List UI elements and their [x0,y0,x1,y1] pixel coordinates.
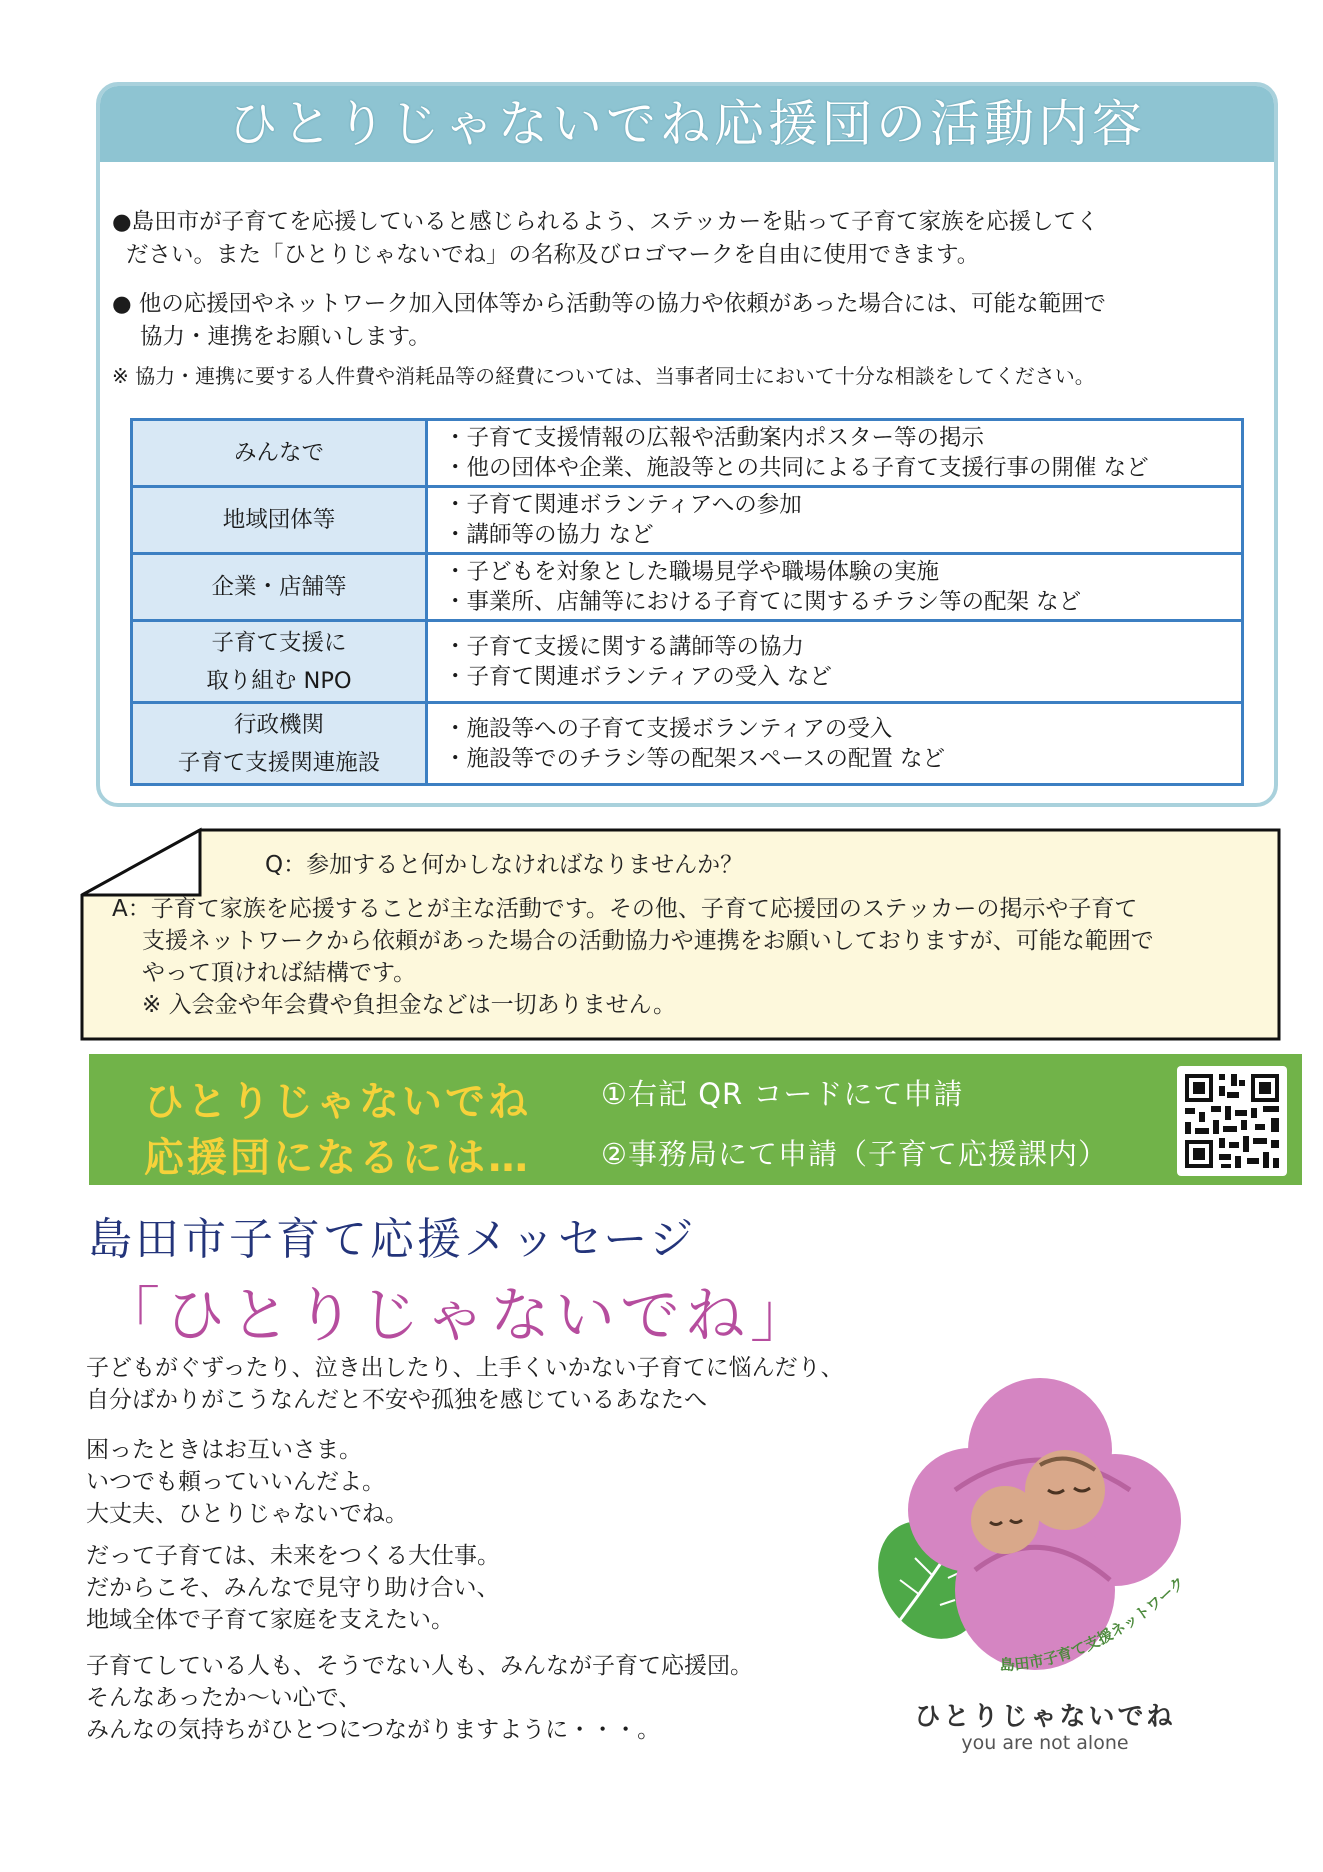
description-line: ・子育て関連ボランティアへの参加 [444,492,802,518]
bullet-2-line-2: 協力・連携をお願いします。 [140,324,431,350]
message-heading: 島田市子育て応援メッセージ [88,1214,697,1265]
category-label: 取り組む NPO [206,667,352,694]
category-label: 子育て支援に [211,629,347,656]
category-label: 子育て支援関連施設 [177,749,381,776]
table-description-cell [427,554,1243,621]
message-line: だって子育ては、未来をつくる大仕事。 [86,1543,500,1569]
description-line: ・他の団体や企業、施設等との共同による子育て支援行事の開催 など [444,455,1149,481]
description-line: ・施設等でのチラシ等の配架スペースの配置 など [444,745,946,772]
message-paragraph [86,1434,946,1530]
category-label: みんなで [233,440,324,466]
description-line: ・講師等の協力 など [444,522,654,548]
table-description-cell [427,703,1243,785]
table-category-cell [132,621,427,703]
qr-code-icon [1177,1066,1287,1176]
message-paragraph [86,1352,946,1416]
qa-note [80,827,1282,1042]
message-line: だからこそ、みんなで見守り助け合い、 [86,1575,500,1601]
logo-english-caption: you are not alone [961,1732,1129,1754]
message-line: 子育てしている人も、そうでない人も、みんなが子育て応援団。 [86,1653,753,1679]
category-label: 地域団体等 [222,507,336,533]
table-row [132,703,1243,785]
table-row [132,487,1243,554]
message-line: 子どもがぐずったり、泣き出したり、上手くいかない子育てに悩んだり、 [86,1355,844,1381]
message-line: そんなあったか〜い心で、 [86,1685,362,1711]
activity-cost-note: ※ 協力・連携に要する人件費や消耗品等の経費については、当事者同士において十分な相談をしてください。 [112,364,1095,388]
message-line: 大丈夫、ひとりじゃないでね。 [86,1501,408,1527]
table-category-cell [132,703,427,785]
message-paragraph [86,1650,946,1746]
bullet-1-line-1: ●島田市が子育てを応援していると感じられるよう、ステッカーを貼って子育て家族を応援してく [112,209,1099,235]
bullet-2-line-1: ● 他の応援団やネットワーク加入団体等から活動等の協力や依頼があった場合には、可能な範囲で [112,291,1107,317]
bullet-1-line-2: ださい。また「ひとりじゃないでね」の名称及びロゴマークを自由に使用できます。 [126,242,980,268]
join-step-qr: ①右記 QR コードにて申請 [601,1077,964,1111]
description-line: ・事業所、店舗等における子育てに関するチラシ等の配架 など [444,589,1082,615]
message-slogan: 「ひとりじゃないでね」 [100,1281,815,1351]
qr-code[interactable] [1177,1066,1287,1176]
flower-baby-logo-icon [860,1370,1230,1700]
message-line: 自分ばかりがこうなんだと不安や孤独を感じているあなたへ [86,1387,707,1413]
table-description-cell [427,621,1243,703]
table-category-cell [132,554,427,621]
message-line: 困ったときはお互いさま。 [86,1437,362,1463]
table-description-cell [427,487,1243,554]
qa-answer-line: 支援ネットワークから依頼があった場合の活動協力や連携をお願いしておりますが、可能な範囲で [142,928,1154,954]
description-line: ・子育て支援情報の広報や活動案内ポスター等の掲示 [444,425,985,451]
activity-panel [96,82,1278,807]
qa-answer-note: ※ 入会金や年会費や負担金などは一切ありません。 [142,992,676,1018]
table-category-cell [132,420,427,487]
banner-title-line-1: ひとりじゃないでね [144,1079,531,1125]
category-label: 企業・店舗等 [211,574,347,600]
description-line: ・施設等への子育て支援ボランティアの受入 [444,715,893,742]
category-label: 行政機関 [233,711,324,738]
activity-bullet-cooperation [112,288,1272,354]
message-line: みんなの気持ちがひとつにつながりますように・・・。 [86,1717,661,1743]
activity-table [130,418,1244,786]
message-line: いつでも頼っていいんだよ。 [86,1469,385,1495]
table-row [132,621,1243,703]
qa-answer-line: やって頂ければ結構です。 [142,960,417,986]
description-line: ・子育て関連ボランティアの受入 など [444,663,832,690]
table-row [132,554,1243,621]
table-row [132,420,1243,487]
join-step-office: ②事務局にて申請（子育て応援課内） [601,1137,1108,1171]
banner-title-line-2: 応援団になるには… [144,1135,531,1181]
join-banner [89,1054,1302,1185]
qa-answer-line: A：子育て家族を応援することが主な活動です。その他、子育て応援団のステッカーの掲示や子育て [112,896,1138,922]
qa-answer [112,893,1272,1021]
logo-arc-text: 島田市子育て支援ネットワーク [999,1573,1189,1675]
message-paragraph [86,1540,946,1636]
logo-caption: ひとりじゃないでね [914,1702,1176,1732]
activity-bullet-stickers [112,206,1272,272]
activity-title: ひとりじゃないでね応援団の活動内容 [228,95,1146,153]
table-description-cell [427,420,1243,487]
description-line: ・子育て支援に関する講師等の協力 [444,633,805,660]
table-category-cell [132,487,427,554]
message-line: 地域全体で子育て家庭を支えたい。 [86,1607,454,1633]
network-logo [860,1370,1230,1770]
qa-question: Q：参加すると何かしなければなりませんか？ [265,852,744,878]
description-line: ・子どもを対象とした職場見学や職場体験の実施 [444,559,940,585]
